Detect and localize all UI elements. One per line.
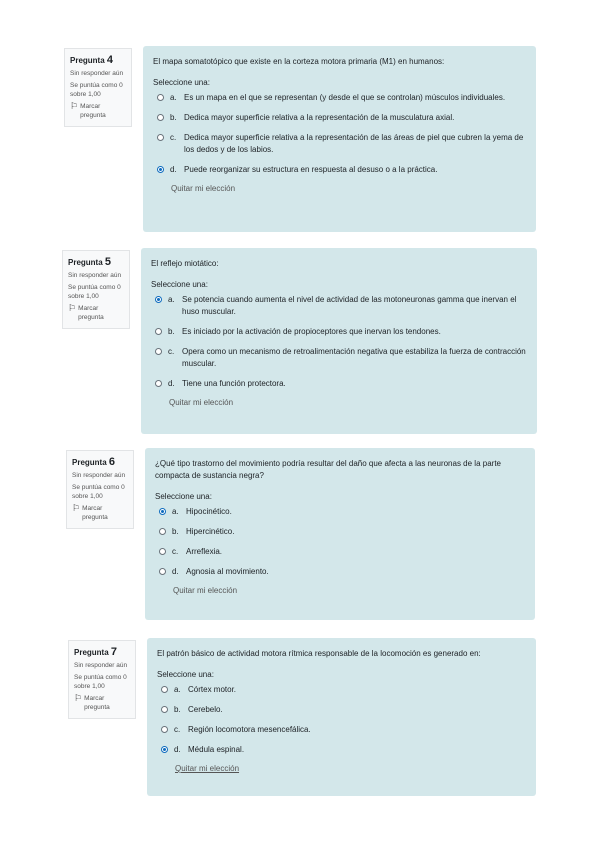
radio-button-selected[interactable] (159, 508, 166, 515)
question-grade: Se puntúa como 0 sobre 1,00 (70, 82, 123, 98)
question-grade: Se puntúa como 0 sobre 1,00 (72, 484, 125, 500)
flag-icon: ⚐ (70, 101, 79, 111)
radio-button[interactable] (155, 328, 162, 335)
radio-button[interactable] (161, 726, 168, 733)
question-content (145, 448, 535, 620)
question-number: Pregunta 7 (74, 646, 118, 658)
question-state: Sin responder aún (72, 472, 126, 479)
radio-button[interactable] (161, 706, 168, 713)
answer-option-a[interactable]: a. Es un mapa en el que se representan (y desde el que se controlan) músculos individuales. (153, 92, 526, 104)
radio-button[interactable] (157, 114, 164, 121)
question-info (68, 640, 136, 719)
answer-option-a[interactable]: a. Se potencia cuando aumenta el nivel de actividad de las motoneuronas gamma que inervan el huso muscular. (151, 294, 527, 318)
question-info (62, 250, 130, 329)
answer-prompt: Seleccione una: (155, 492, 212, 501)
question-state: Sin responder aún (68, 272, 122, 279)
flag-icon: ⚐ (74, 693, 83, 703)
question-info (66, 450, 134, 529)
answer-option-b[interactable]: b. Hipercinético. (155, 526, 525, 538)
question-number: Pregunta 5 (68, 256, 112, 268)
clear-choice-link[interactable]: Quitar mi elección (175, 764, 240, 773)
radio-button[interactable] (159, 528, 166, 535)
question-number: Pregunta 6 (72, 456, 116, 468)
question-content (143, 46, 536, 232)
answer-option-a[interactable]: a. Córtex motor. (157, 684, 526, 696)
answer-prompt: Seleccione una: (157, 670, 214, 679)
flag-icon: ⚐ (68, 303, 77, 313)
answer-option-d[interactable]: d. Puede reorganizar su estructura en respuesta al desuso o a la práctica. (153, 164, 526, 176)
question-grade: Se puntúa como 0 sobre 1,00 (74, 674, 127, 690)
flag-question-button[interactable]: ⚐ Marcar pregunta (70, 101, 106, 119)
answer-option-b[interactable]: b. Cerebelo. (157, 704, 526, 716)
radio-button[interactable] (159, 548, 166, 555)
answer-option-d[interactable]: d. Médula espinal. (157, 744, 526, 756)
question-text: El patrón básico de actividad motora rítmica responsable de la locomoción es generado en: (157, 649, 481, 658)
answer-option-d[interactable]: d. Agnosia al movimiento. (155, 566, 525, 578)
radio-button[interactable] (155, 348, 162, 355)
question-content (147, 638, 536, 796)
answer-prompt: Seleccione una: (151, 280, 208, 289)
question-state: Sin responder aún (70, 70, 124, 77)
radio-button[interactable] (157, 134, 164, 141)
answer-option-b[interactable]: b. Es iniciado por la activación de propioceptores que inervan los tendones. (151, 326, 527, 338)
radio-button-selected[interactable] (155, 296, 162, 303)
radio-button[interactable] (159, 568, 166, 575)
question-text: ¿Qué tipo trastorno del movimiento podría resultar del daño que afecta a las neuronas de la parte compacta de sustancia negra? (155, 459, 501, 480)
radio-button-selected[interactable] (157, 166, 164, 173)
clear-choice-link[interactable]: Quitar mi elección (169, 398, 234, 407)
question-info (64, 48, 132, 127)
radio-button[interactable] (155, 380, 162, 387)
flag-question-button[interactable]: ⚐ Marcar pregunta (74, 693, 110, 711)
answer-option-c[interactable]: c. Opera como un mecanismo de retroalimentación negativa que estabiliza la fuerza de contracción muscular. (151, 346, 527, 370)
radio-button[interactable] (157, 94, 164, 101)
question-grade: Se puntúa como 0 sobre 1,00 (68, 284, 121, 300)
answer-prompt: Seleccione una: (153, 78, 210, 87)
answer-option-d[interactable]: d. Tiene una función protectora. (151, 378, 527, 390)
question-number: Pregunta 4 (70, 54, 114, 66)
answer-option-c[interactable]: c. Región locomotora mesencefálica. (157, 724, 526, 736)
radio-button-selected[interactable] (161, 746, 168, 753)
question-state: Sin responder aún (74, 662, 128, 669)
flag-icon: ⚐ (72, 503, 81, 513)
clear-choice-link[interactable]: Quitar mi elección (173, 586, 238, 595)
answer-option-b[interactable]: b. Dedica mayor superficie relativa a la representación de la musculatura axial. (153, 112, 526, 124)
flag-question-button[interactable]: ⚐ Marcar pregunta (68, 303, 104, 321)
radio-button[interactable] (161, 686, 168, 693)
question-text: El reflejo miotático: (151, 259, 219, 268)
flag-question-button[interactable]: ⚐ Marcar pregunta (72, 503, 108, 521)
clear-choice-link[interactable]: Quitar mi elección (171, 184, 236, 193)
answer-option-a[interactable]: a. Hipocinético. (155, 506, 525, 518)
question-text: El mapa somatotópico que existe en la corteza motora primaria (M1) en humanos: (153, 57, 445, 66)
question-content (141, 248, 537, 434)
answer-option-c[interactable]: c. Dedica mayor superficie relativa a la representación de las áreas de piel que cubren la yema de los dedos y de los labios. (153, 132, 526, 156)
answer-option-c[interactable]: c. Arreflexia. (155, 546, 525, 558)
